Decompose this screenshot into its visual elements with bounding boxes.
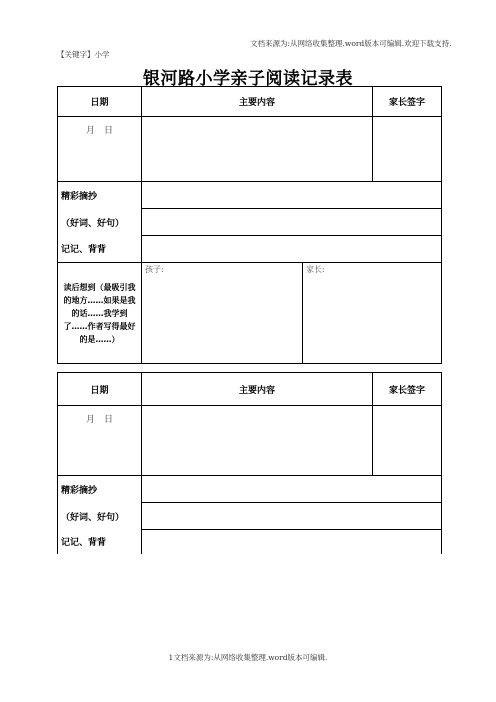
main-content-field[interactable]	[142, 406, 373, 476]
child-reflection-field[interactable]	[142, 263, 303, 363]
excerpt-label-line2: （好词、好句）	[58, 209, 142, 236]
date-header: 日期	[58, 373, 142, 406]
parent-signature-header: 家长签字	[373, 373, 442, 406]
main-content-field[interactable]	[142, 117, 373, 182]
date-field[interactable]: 月 日	[58, 406, 142, 476]
excerpt-line-2[interactable]	[142, 209, 442, 236]
excerpt-label-line3: 记记、背背	[58, 530, 142, 554]
excerpt-line-3[interactable]	[142, 236, 442, 263]
reflection-label: 读后想到（最吸引我的地方……如果是我的话……我学到了……作者写得最好的是……）	[58, 263, 142, 364]
parent-signature-header: 家长签字	[373, 87, 442, 117]
excerpt-line-1[interactable]	[142, 476, 442, 503]
parent-signature-field[interactable]	[373, 117, 442, 182]
parent-reflection-field[interactable]	[303, 263, 441, 363]
header-source-note: 文档来源为:从网络收集整理.word版本可编辑.欢迎下载支持.	[250, 39, 452, 48]
page-title: 银河路小学亲子阅读记录表	[143, 69, 353, 89]
reflection-area	[142, 263, 442, 364]
excerpt-line-1[interactable]	[142, 182, 442, 209]
reading-record-table-1	[57, 86, 442, 364]
excerpt-label-line2: （好词、好句）	[58, 503, 142, 530]
date-field[interactable]: 月 日	[58, 117, 142, 182]
excerpt-label-line3: 记记、背背	[58, 236, 142, 263]
excerpt-line-2[interactable]	[142, 503, 442, 530]
reading-record-table-2	[57, 372, 442, 554]
parent-signature-field[interactable]	[373, 406, 442, 476]
excerpt-label-line1: 精彩摘抄	[58, 476, 142, 503]
keyword-label: 【关键字】小学	[57, 50, 110, 59]
main-content-header: 主要内容	[142, 373, 373, 406]
child-label: 孩子:	[145, 265, 164, 274]
parent-label: 家长:	[306, 265, 325, 274]
footer-source-note: 1文档来源为:从网络收集整理.word版本可编辑.	[168, 653, 328, 662]
excerpt-line-3[interactable]	[142, 530, 442, 554]
date-header: 日期	[58, 87, 142, 117]
excerpt-label-line1: 精彩摘抄	[58, 182, 142, 209]
main-content-header: 主要内容	[142, 87, 373, 117]
